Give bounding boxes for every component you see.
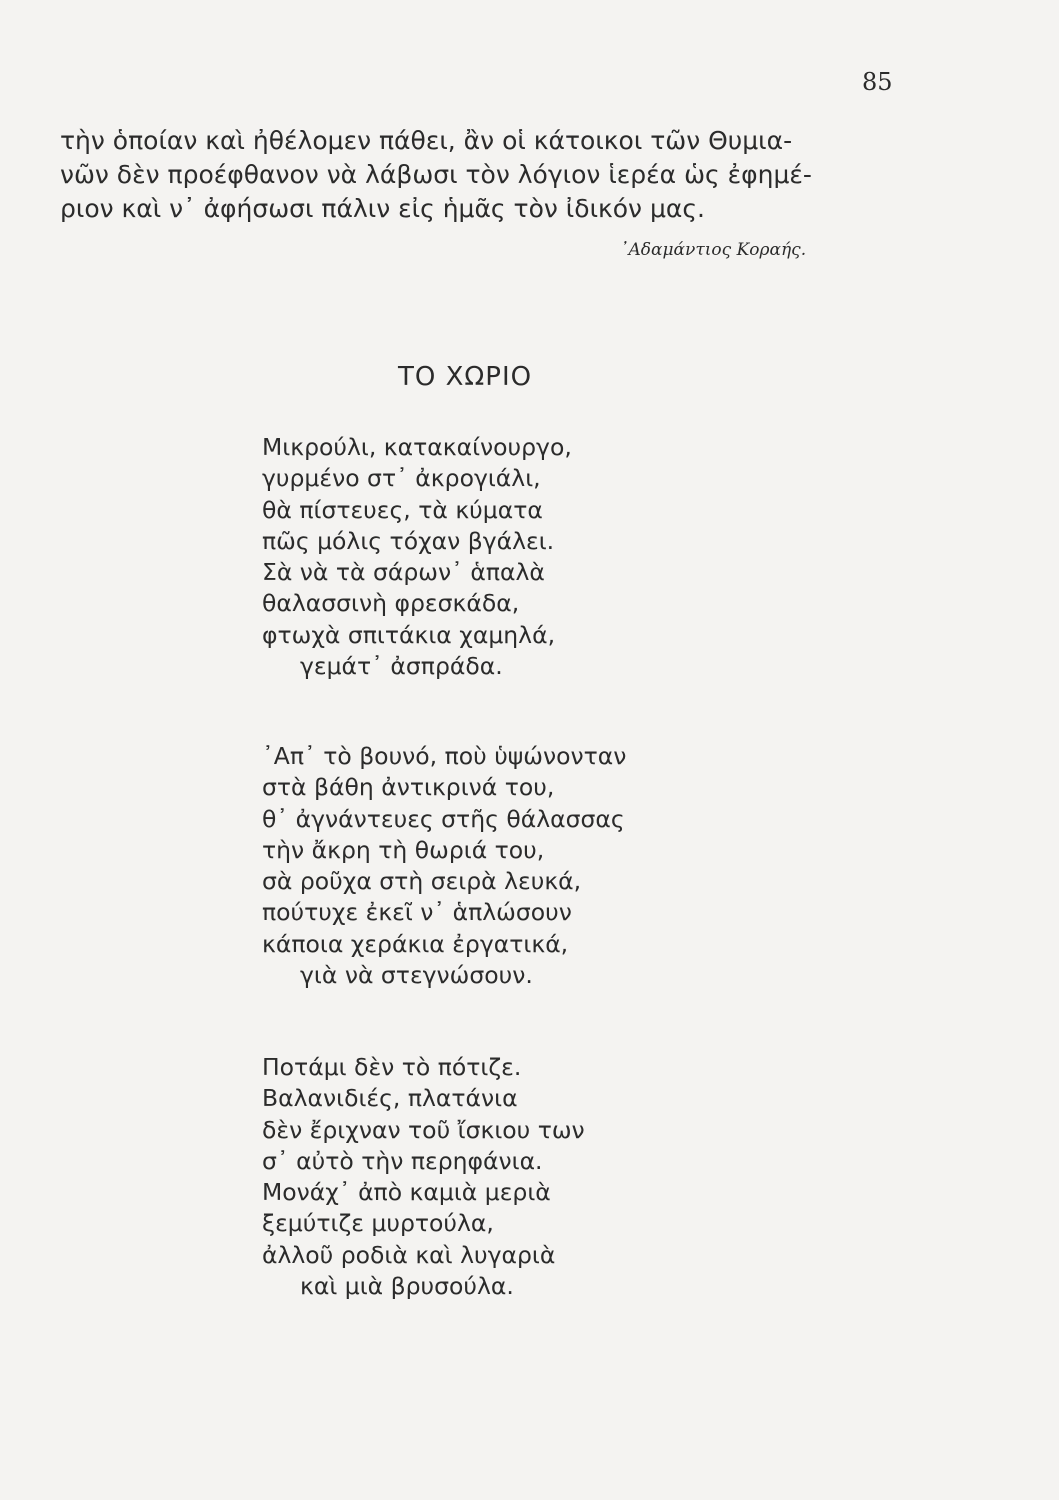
poem-line: Ποτάμι δὲν τὸ πότιζε. (262, 1053, 522, 1081)
poem-stanza (262, 741, 626, 991)
poem-line: θαλασσινὴ φρεσκάδα, (262, 589, 520, 618)
poem-line: Βαλανιδιές, πλατάνια (262, 1084, 518, 1113)
prose-paragraph (60, 124, 900, 226)
poem-line: θὰ πίστευες, τὰ κύματα (262, 495, 543, 524)
poem-line: πούτυχε ἐκεῖ ν᾽ ἁπλώσουν (262, 898, 572, 927)
author-signature: ᾽Αδαμάντιος Κοραής. (620, 240, 807, 260)
poem-line: στὰ βάθη ἀντικρινά του, (262, 773, 555, 802)
poem-line: τὴν ἄκρη τὴ θωριά του, (262, 835, 545, 864)
poem-title: ΤΟ ΧΩΡΙΟ (398, 362, 533, 392)
poem-line: Σὰ νὰ τὰ σάρων᾽ ἁπαλὰ (262, 558, 545, 587)
poem-line: δὲν ἔριχναν τοῦ ἴσκιου των (262, 1115, 585, 1144)
prose-line: ριον καὶ ν᾽ ἀφήσωσι πάλιν εἰς ἡμᾶς τὸν ἰδικόν μας. (60, 194, 705, 223)
poem-line: γιὰ νὰ στεγνώσουν. (300, 961, 533, 990)
poem-line: Μικρούλι, κατακαίνουργο, (262, 433, 572, 461)
poem-line: πῶς μόλις τόχαν βγάλει. (262, 526, 555, 555)
poem-line: ᾽Απ᾽ τὸ βουνό, ποὺ ὑψώνονταν (262, 742, 627, 770)
page-number: 85 (862, 68, 893, 96)
poem-line: Μονάχ᾽ ἀπὸ καμιὰ μεριὰ (262, 1178, 551, 1207)
poem-line: θ᾽ ἀγνάντευες στῆς θάλασσας (262, 804, 625, 833)
poem-stanza (262, 1052, 585, 1302)
poem-stanza (262, 432, 572, 682)
poem-line: σ᾽ αὐτὸ τὴν περηφάνια. (262, 1146, 543, 1175)
poem-line: κάποια χεράκια ἐργατικά, (262, 929, 569, 958)
poem-line: ἀλλοῦ ροδιὰ καὶ λυγαριὰ (262, 1240, 556, 1269)
prose-line: τὴν ὁποίαν καὶ ἠθέλομεν πάθει, ἂν οἱ κάτοικοι τῶν Θυμια- (60, 126, 793, 155)
poem-line: ξεμύτιζε μυρτούλα, (262, 1209, 494, 1238)
poem-line: σὰ ροῦχα στὴ σειρὰ λευκά, (262, 867, 582, 896)
poem-line: γεμάτ᾽ ἀσπράδα. (300, 652, 503, 681)
prose-line: νῶν δὲν προέφθανον νὰ λάβωσι τὸν λόγιον ἱερέα ὡς ἐφημέ- (60, 160, 812, 189)
poem-line: φτωχὰ σπιτάκια χαμηλά, (262, 620, 556, 649)
poem-line: καὶ μιὰ βρυσούλα. (300, 1272, 514, 1301)
poem-line: γυρμένο στ᾽ ἀκρογιάλι, (262, 464, 541, 493)
